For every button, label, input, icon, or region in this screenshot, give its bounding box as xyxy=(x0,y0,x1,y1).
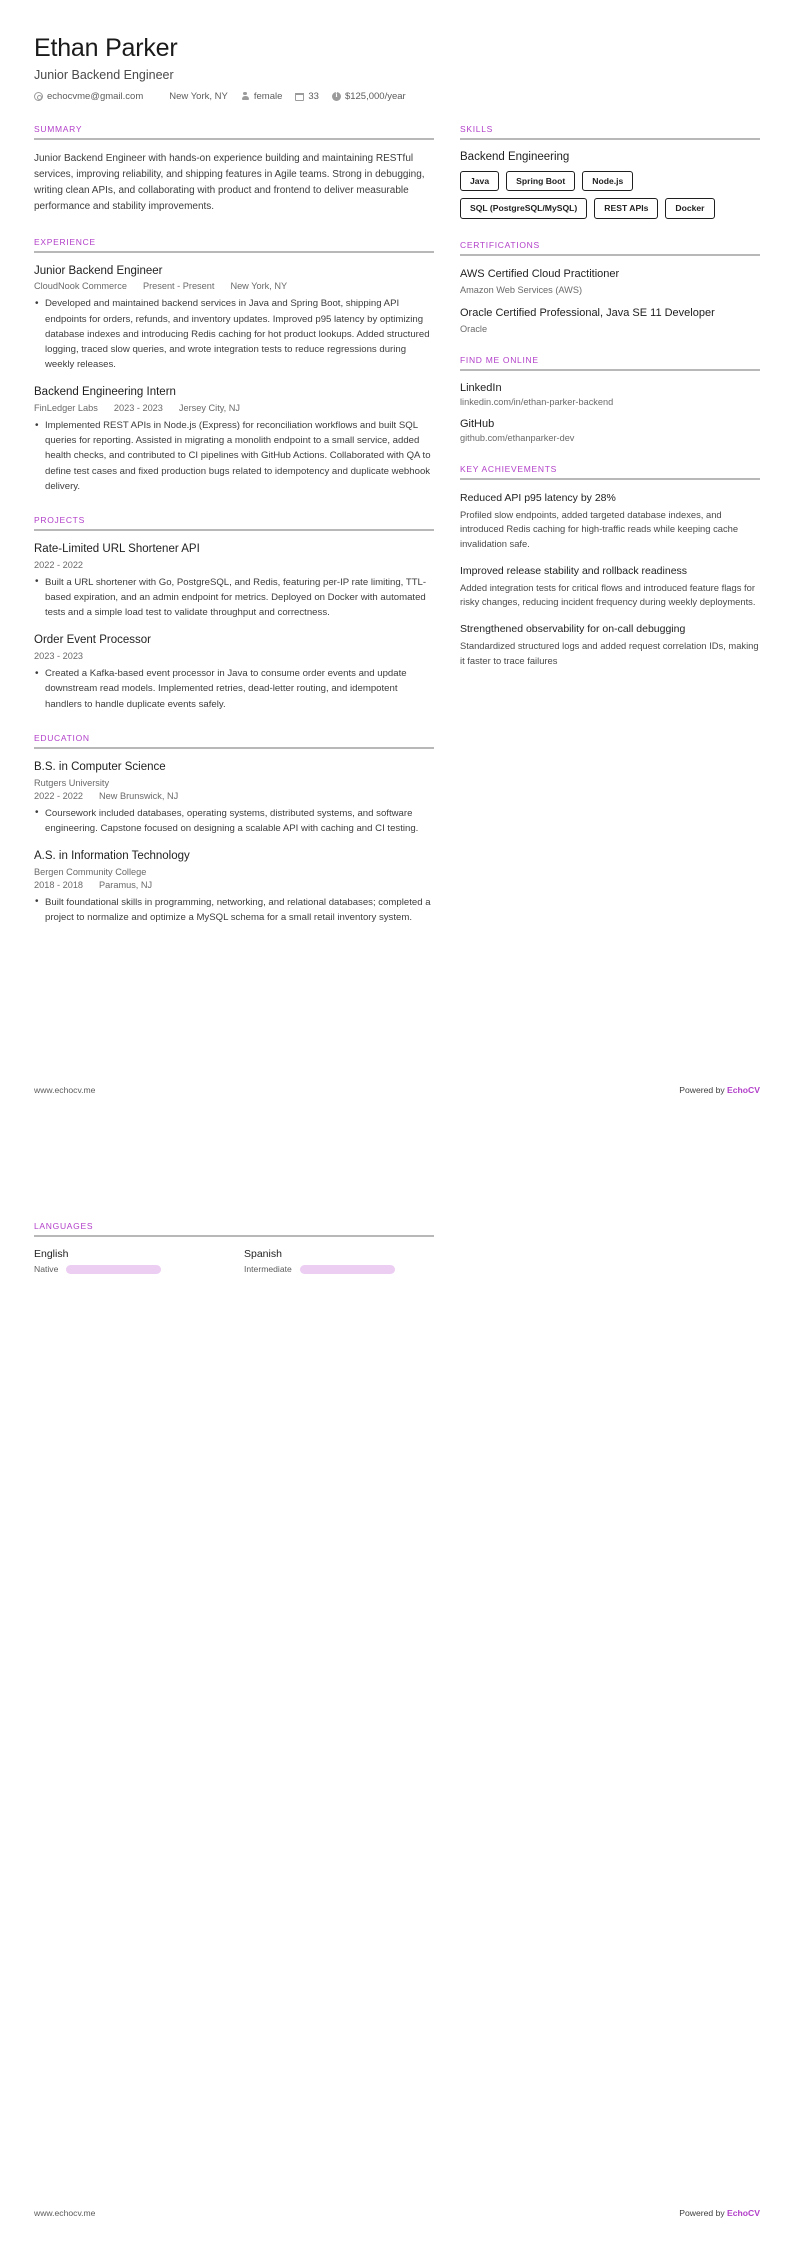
resume-header xyxy=(34,34,760,102)
summary-text: Junior Backend Engineer with hands-on experience building and maintaining RESTful services, improving reliability, and shipping features in Agile teams. Strong in debugging, writing clean APIs, and collaborating with product and frontend to deliver measurable performance and stability improvements. xyxy=(34,152,425,213)
achievement-description: Profiled slow endpoints, added targeted database indexes, and introduced Redis caching for high-traffic reads while keeping cache invalidation safe. xyxy=(460,508,739,549)
section-heading-projects: PROJECTS xyxy=(34,514,85,525)
certification-name: AWS Certified Cloud Practitioner xyxy=(460,267,620,280)
pin-icon xyxy=(156,92,165,101)
footer-powered-prefix: Powered by xyxy=(679,1085,728,1095)
experience-meta xyxy=(34,281,434,291)
footer-website[interactable]: www.echocv.me xyxy=(34,1085,96,1095)
section-heading-find-me-online: FIND ME ONLINE xyxy=(460,354,539,365)
section-heading-languages: LANGUAGES xyxy=(34,1221,94,1231)
education-entry xyxy=(34,849,434,925)
profile-label: GitHub xyxy=(460,417,495,430)
profile-url[interactable]: github.com/ethanparker-dev xyxy=(460,432,575,443)
section-divider xyxy=(34,1235,434,1237)
experience-company: FinLedger Labs xyxy=(34,403,98,414)
contact-age xyxy=(295,91,319,102)
certification-item xyxy=(460,267,760,295)
skill-badge-list xyxy=(460,171,760,219)
section-divider xyxy=(460,138,760,140)
contact-salary xyxy=(332,91,406,102)
experience-job-title: Junior Backend Engineer xyxy=(34,264,163,277)
experience-location: Jersey City, NJ xyxy=(178,403,240,414)
project-entry xyxy=(34,633,434,711)
language-name: Spanish xyxy=(244,1248,282,1260)
achievement-description: Standardized structured logs and added request correlation IDs, making it faster to trace failures xyxy=(460,640,759,666)
section-divider xyxy=(460,478,760,480)
contact-age-value: 33 xyxy=(308,90,319,102)
section-education xyxy=(34,733,434,926)
language-progress-bar xyxy=(300,1265,395,1274)
online-profile-linkedin[interactable] xyxy=(460,382,760,407)
page2-top-spacer xyxy=(34,1157,760,1221)
language-level: Intermediate xyxy=(244,1264,292,1274)
education-meta xyxy=(34,791,434,801)
skill-group-title: Backend Engineering xyxy=(460,150,570,163)
education-dates: 2022 - 2022 xyxy=(34,790,84,801)
skill-badge: Docker xyxy=(665,198,714,219)
language-level-row xyxy=(244,1264,424,1274)
section-skills xyxy=(460,124,760,219)
experience-location: New York, NY xyxy=(230,281,288,292)
project-title: Rate-Limited URL Shortener API xyxy=(34,542,200,555)
contact-salary-value: $125,000/year xyxy=(344,90,406,102)
contact-gender xyxy=(241,91,283,102)
footer-brand xyxy=(679,2208,760,2218)
language-item-english xyxy=(34,1248,214,1274)
section-summary xyxy=(34,124,434,216)
left-column xyxy=(34,124,434,947)
section-divider xyxy=(460,369,760,371)
language-level-row xyxy=(34,1264,214,1274)
education-bullets xyxy=(34,895,434,925)
experience-bullets xyxy=(34,296,434,372)
education-degree: B.S. in Computer Science xyxy=(34,760,166,773)
profile-url[interactable]: linkedin.com/in/ethan-parker-backend xyxy=(460,396,614,407)
certification-org: Amazon Web Services (AWS) xyxy=(460,284,583,295)
project-bullets xyxy=(34,666,434,711)
language-item-spanish xyxy=(244,1248,424,1274)
achievement-title: Reduced API p95 latency by 28% xyxy=(460,491,616,504)
footer-powered-prefix: Powered by xyxy=(679,2208,728,2218)
contact-location-value: New York, NY xyxy=(169,90,228,102)
footer-brand-name: EchoCV xyxy=(727,2208,760,2218)
footer-brand xyxy=(679,1085,760,1095)
experience-bullets xyxy=(34,418,434,494)
section-divider xyxy=(34,529,434,531)
contact-row xyxy=(34,91,760,102)
achievement-item xyxy=(460,622,760,668)
skill-badge: Java xyxy=(460,171,499,192)
education-school-row xyxy=(34,867,434,877)
footer-brand-name: EchoCV xyxy=(727,1085,760,1095)
education-entry xyxy=(34,760,434,836)
project-title: Order Event Processor xyxy=(34,634,151,647)
education-degree: A.S. in Information Technology xyxy=(34,850,190,862)
education-dates: 2018 - 2018 xyxy=(34,879,84,890)
skill-badge: Spring Boot xyxy=(506,171,575,192)
skill-badge: SQL (PostgreSQL/MySQL) xyxy=(460,198,587,219)
money-icon xyxy=(332,92,341,101)
person-icon xyxy=(241,92,250,101)
language-list xyxy=(34,1248,434,1274)
education-bullets xyxy=(34,806,434,836)
experience-meta xyxy=(34,403,434,413)
achievement-item xyxy=(460,491,760,552)
resume-body xyxy=(34,124,760,947)
project-dates: 2022 - 2022 xyxy=(34,559,84,570)
contact-email xyxy=(34,91,143,102)
certification-name: Oracle Certified Professional, Java SE 11 Developer xyxy=(460,306,715,319)
education-school: Bergen Community College xyxy=(34,866,147,877)
education-school: Rutgers University xyxy=(34,777,110,788)
section-heading-skills: SKILLS xyxy=(460,123,494,134)
section-heading-experience: EXPERIENCE xyxy=(34,236,96,247)
achievement-description: Added integration tests for critical flows and introduced feature flags for risky changes, reducing incident frequency during weekly deployments. xyxy=(460,581,756,608)
language-progress-bar xyxy=(66,1265,161,1274)
section-divider xyxy=(460,254,760,256)
section-heading-key-achievements: KEY ACHIEVEMENTS xyxy=(460,463,558,474)
experience-dates: Present - Present xyxy=(142,281,215,292)
bullet-item: • Created a Kafka-based event processor in Java to consume order events and update downstream read models. Implemented retries, dead-letter routing, and idempotent handlers to handle duplicate events safely. xyxy=(34,666,434,711)
profile-label: LinkedIn xyxy=(460,381,502,394)
section-heading-education: EDUCATION xyxy=(34,732,90,743)
language-name: English xyxy=(34,1248,69,1260)
page-title: Ethan Parker xyxy=(34,34,178,62)
project-bullets xyxy=(34,575,434,620)
education-location: New Brunswick, NJ xyxy=(99,790,179,801)
experience-entry xyxy=(34,385,434,494)
project-meta xyxy=(34,560,434,570)
resume-page-2 xyxy=(0,1123,794,2246)
certification-org: Oracle xyxy=(460,323,488,334)
experience-job-title: Backend Engineering Intern xyxy=(34,386,176,399)
bullet-item: • Built foundational skills in programming, networking, and relational databases; completed a project to normalize and optimize a MySQL schema for a small retail inventory system. xyxy=(34,895,434,925)
experience-company: CloudNook Commerce xyxy=(34,281,127,292)
project-dates: 2023 - 2023 xyxy=(34,651,84,662)
education-school-row xyxy=(34,778,434,788)
skill-badge: Node.js xyxy=(582,171,633,192)
skill-badge: REST APIs xyxy=(594,198,658,219)
section-divider xyxy=(34,747,434,749)
right-column xyxy=(460,124,760,689)
contact-location xyxy=(156,91,228,102)
section-divider xyxy=(34,251,434,253)
section-find-me-online xyxy=(460,355,760,443)
calendar-icon xyxy=(295,93,304,101)
certification-item xyxy=(460,306,760,334)
page-footer xyxy=(34,1085,760,1095)
contact-email-value: echocvme@gmail.com xyxy=(47,90,144,102)
experience-dates: 2023 - 2023 xyxy=(113,403,163,414)
achievement-title: Strengthened observability for on-call debugging xyxy=(460,622,686,635)
project-meta xyxy=(34,651,434,661)
achievement-item xyxy=(460,564,760,610)
at-icon xyxy=(34,92,43,101)
education-location: Paramus, NJ xyxy=(99,879,153,890)
page-footer xyxy=(34,2208,760,2218)
language-level: Native xyxy=(34,1264,59,1274)
section-key-achievements xyxy=(460,464,760,669)
section-projects xyxy=(34,515,434,712)
bullet-item: • Implemented REST APIs in Node.js (Express) for reconciliation workflows and built SQL queries for reporting. Assisted in migrating a monolith endpoint to a small service, added health checks, and contributed to CI pipelines with GitHub Actions. Collaborated with QA to define test cases and fixed production bugs related to idempotency and duplicate webhook delivery. xyxy=(34,418,434,494)
section-experience xyxy=(34,237,434,494)
bullet-item: • Coursework included databases, operating systems, distributed systems, and software engineering. Capstone focused on designing a scalable API with caching and CI testing. xyxy=(34,806,434,836)
section-languages xyxy=(34,1221,434,1274)
online-profile-github[interactable] xyxy=(460,418,760,443)
job-title: Junior Backend Engineer xyxy=(34,67,174,82)
bullet-item: • Built a URL shortener with Go, PostgreSQL, and Redis, featuring per-IP rate limiting, TTL-based expiration, and an admin endpoint for metrics. Deployed on Docker with automated tests and a simple load test to validate throughput and correctness. xyxy=(34,575,434,620)
project-entry xyxy=(34,542,434,620)
experience-entry xyxy=(34,264,434,373)
contact-gender-value: female xyxy=(253,90,283,102)
education-meta xyxy=(34,880,434,890)
section-divider xyxy=(34,138,434,140)
bullet-item: • Developed and maintained backend services in Java and Spring Boot, shipping API endpoints for orders, refunds, and inventory updates. Improved p95 latency by optimizing database indexes and introducing Redis caching for hot product lookups. Added structured logging, traced slow queries, and wrote integration tests to reduce regressions during weekly releases. xyxy=(34,296,434,372)
section-heading-summary: SUMMARY xyxy=(34,123,83,134)
section-certifications xyxy=(460,240,760,334)
section-heading-certifications: CERTIFICATIONS xyxy=(460,239,540,250)
achievement-title: Improved release stability and rollback readiness xyxy=(460,564,688,577)
footer-website[interactable]: www.echocv.me xyxy=(34,2208,96,2218)
